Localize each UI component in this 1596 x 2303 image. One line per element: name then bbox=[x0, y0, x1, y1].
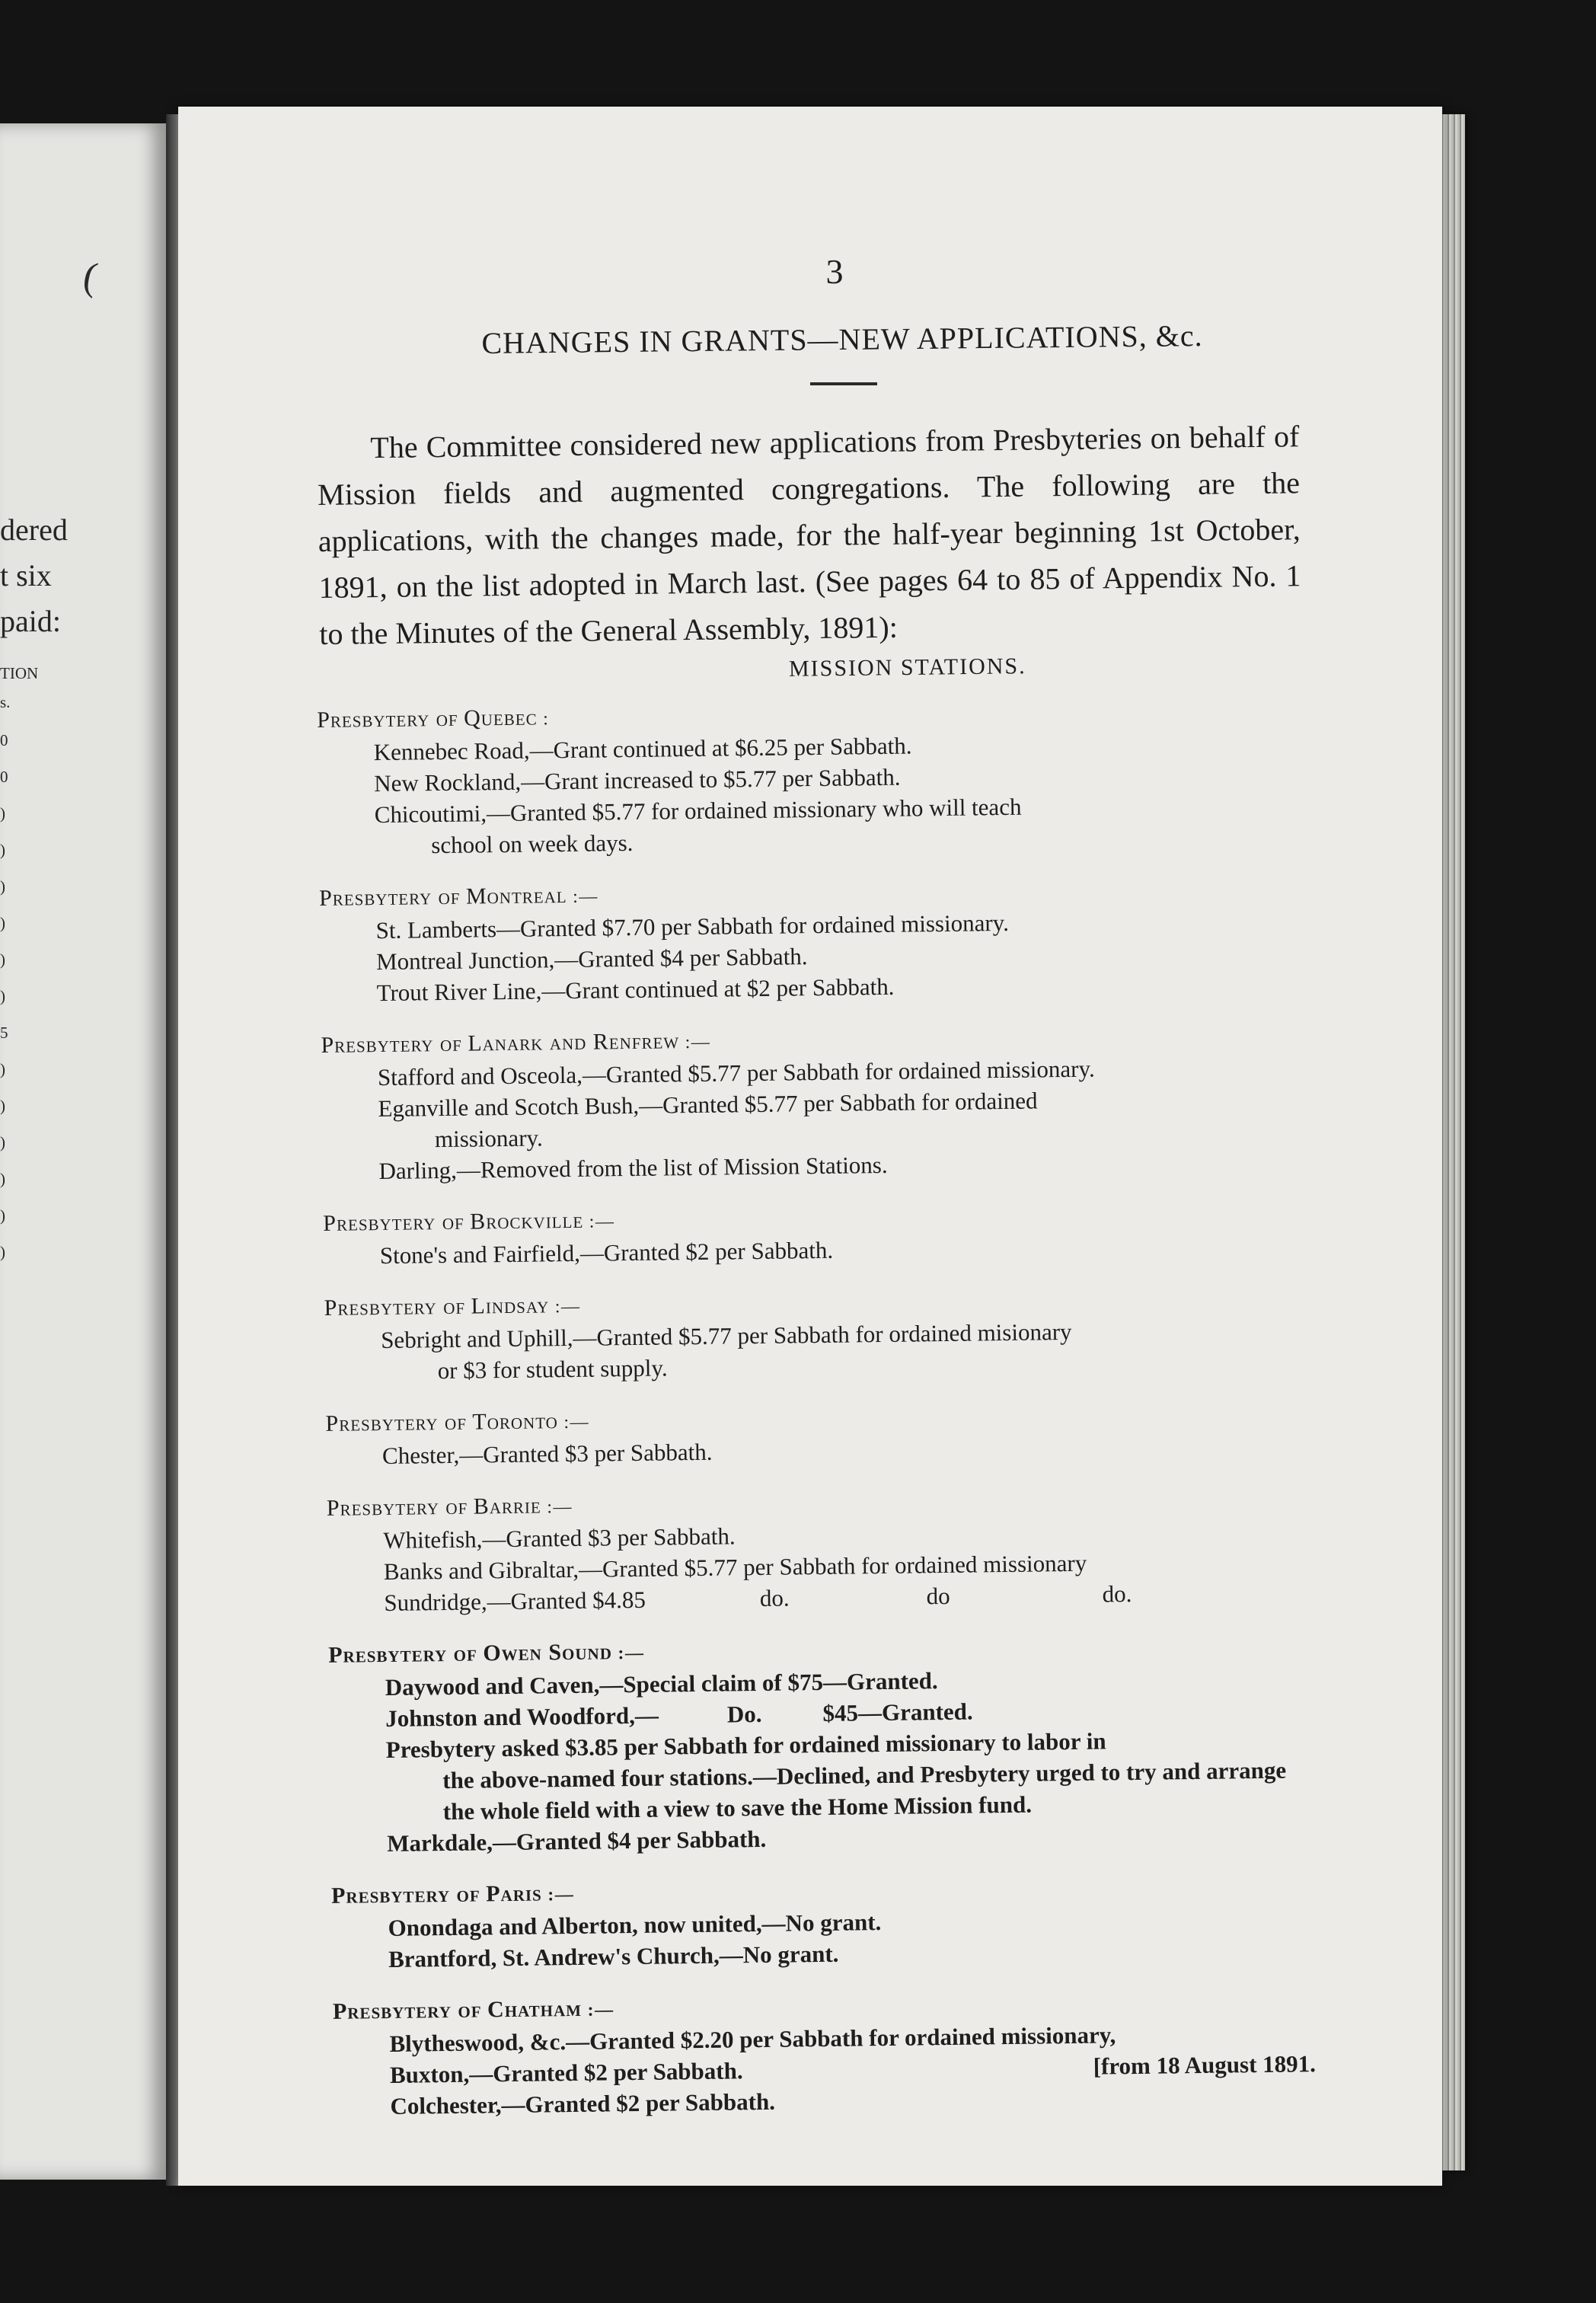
station-entry bbox=[324, 1313, 1307, 1388]
entry-text: Banks and Gibraltar,—Granted $5.77 per Sabbath for ordained missionary bbox=[383, 1549, 1087, 1586]
page-number: 3 bbox=[825, 252, 844, 291]
left-fragment: ) bbox=[0, 1243, 5, 1261]
intro-paragraph: The Committee considered new applications from Presbyteries on behalf of Mission fields and augmented congregations. The following are the applications, with the changes made, for the half-year beginning 1st October, 1891, on the list adopted in March last. (See pages 64 to 85 of Appendix No. 1 to the Minutes of the General Assembly, 1891): bbox=[317, 419, 1301, 651]
presbytery-name: Brockville bbox=[469, 1207, 584, 1235]
station-entry bbox=[330, 1723, 1313, 1829]
presbytery-block bbox=[317, 693, 1301, 862]
page-stack-edge bbox=[1439, 114, 1465, 2170]
presbytery-block bbox=[325, 1397, 1308, 1472]
presbytery-prefix: Presbytery of bbox=[321, 1030, 463, 1058]
presbytery-prefix: Presbytery of bbox=[330, 1881, 480, 1909]
entry-continuation: missionary. bbox=[434, 1124, 543, 1153]
presbytery-suffix: : bbox=[542, 709, 550, 730]
left-fragment: t six bbox=[0, 558, 52, 593]
presbytery-prefix: Presbytery of bbox=[328, 1640, 478, 1668]
left-fragment: paid: bbox=[0, 604, 61, 638]
left-fragment: ) bbox=[0, 1133, 5, 1152]
entry-text: Buxton,—Granted $2 per Sabbath. bbox=[389, 2057, 743, 2088]
station-entry bbox=[318, 787, 1301, 862]
entry-continuation: the above-named four stations.—Declined, and Presbytery urged to try and arrange the whole field with a view to save the Home Mission fund. bbox=[442, 1756, 1287, 1825]
presbytery-block bbox=[324, 1281, 1307, 1388]
presbytery-prefix: Presbytery of bbox=[332, 1997, 482, 2024]
left-fragment: ) bbox=[0, 914, 5, 932]
left-fragment: 0 bbox=[0, 731, 8, 749]
ditto-mark: do bbox=[926, 1582, 950, 1610]
presbytery-suffix: :— bbox=[563, 1412, 590, 1433]
presbytery-suffix: :— bbox=[587, 2000, 614, 2020]
left-fragment: TION bbox=[0, 664, 39, 682]
entry-text: Eganville and Scotch Bush,—Granted $5.77 per Sabbath for ordained bbox=[378, 1087, 1038, 1123]
entry-text: New Rockland,—Grant increased to $5.77 per Sabbath. bbox=[374, 763, 901, 797]
entry-text: Chester,—Granted $3 per Sabbath. bbox=[381, 1438, 713, 1470]
presbytery-suffix: :— bbox=[573, 886, 598, 907]
presbytery-prefix: Presbytery of bbox=[317, 705, 458, 733]
left-fragment: ) bbox=[0, 804, 5, 822]
presbytery-name: Quebec bbox=[463, 704, 538, 731]
right-page bbox=[178, 107, 1442, 2186]
presbytery-prefix: Presbytery of bbox=[323, 1209, 464, 1236]
entry-continuation: or $3 for student supply. bbox=[437, 1354, 668, 1385]
presbytery-name: Montreal bbox=[465, 883, 567, 909]
presbytery-block bbox=[321, 1018, 1304, 1187]
left-fragment: ) bbox=[0, 877, 5, 896]
entry-text: Daywood and Caven,—Special claim of $75—Granted. bbox=[385, 1667, 938, 1701]
left-fragment: ) bbox=[0, 1206, 5, 1225]
presbytery-suffix: :— bbox=[685, 1032, 711, 1053]
page-heading: CHANGES IN GRANTS—NEW APPLICATIONS, &c. bbox=[481, 318, 1203, 360]
entry-text: Onondaga and Alberton, now united,—No grant. bbox=[388, 1909, 882, 1941]
entry-text: Chicoutimi,—Granted $5.77 for ordained missionary who will teach bbox=[374, 793, 1022, 829]
presbytery-name: Lanark and Renfrew bbox=[468, 1028, 680, 1056]
presbytery-suffix: :— bbox=[547, 1496, 573, 1518]
presbytery-suffix: :— bbox=[618, 1643, 645, 1664]
presbytery-block bbox=[327, 1481, 1310, 1619]
entry-text: Kennebec Road,—Grant continued at $6.25 per Sabbath. bbox=[373, 732, 912, 766]
left-fragment: 0 bbox=[0, 768, 8, 786]
presbytery-block bbox=[323, 1196, 1306, 1272]
presbytery-name: Chatham bbox=[487, 1995, 583, 2023]
ditto-mark: do. bbox=[1102, 1580, 1132, 1608]
presbytery-prefix: Presbytery of bbox=[318, 883, 461, 911]
heading-rule bbox=[810, 382, 877, 385]
entry-text: Sebright and Uphill,—Granted $5.77 per Sabbath for ordained misionary bbox=[380, 1318, 1072, 1354]
entry-text: Stafford and Osceola,—Granted $5.77 per Sabbath for ordained missionary. bbox=[377, 1055, 1095, 1091]
presbytery-prefix: Presbytery of bbox=[326, 1493, 468, 1521]
entry-text: Brantford, St. Andrew's Church,—No grant. bbox=[388, 1940, 839, 1972]
left-fragment: s. bbox=[0, 693, 11, 711]
entry-text: Trout River Line,—Grant continued at $2 per Sabbath. bbox=[376, 973, 895, 1007]
entry-text: St. Lamberts—Granted $7.70 per Sabbath for ordained missionary. bbox=[375, 909, 1010, 944]
entry-text: Blytheswood, &c.—Granted $2.20 per Sabbath for ordained missionary, bbox=[389, 2021, 1116, 2057]
entry-text: Markdale,—Granted $4 per Sabbath. bbox=[387, 1825, 767, 1857]
presbytery-prefix: Presbytery of bbox=[324, 1293, 466, 1321]
presbytery-name: Owen Sound bbox=[483, 1639, 613, 1666]
presbytery-prefix: Presbytery of bbox=[325, 1409, 468, 1436]
presbytery-block bbox=[328, 1628, 1313, 1860]
presbytery-suffix: :— bbox=[547, 1884, 575, 1905]
presbytery-block bbox=[331, 1869, 1314, 1976]
presbytery-suffix: :— bbox=[554, 1296, 581, 1318]
left-fragment: ) bbox=[0, 1060, 5, 1078]
presbytery-name: Toronto bbox=[472, 1408, 559, 1435]
entry-text: Johnston and Woodford,— bbox=[385, 1701, 659, 1732]
entry-text: Sundridge,—Granted $4.85 bbox=[384, 1586, 646, 1617]
ditto-mark: Do. bbox=[726, 1700, 762, 1728]
entry-text: Presbytery asked $3.85 per Sabbath for ordained missionary to labor in bbox=[385, 1727, 1106, 1763]
entry-text: Whitefish,—Granted $3 per Sabbath. bbox=[383, 1522, 736, 1554]
ditto-mark: do. bbox=[759, 1584, 790, 1611]
presbytery-block bbox=[319, 871, 1303, 1009]
left-fragment: ) bbox=[0, 1097, 5, 1115]
presbytery-block bbox=[333, 1985, 1317, 2123]
mission-stations-list bbox=[317, 693, 1317, 2144]
margin-mark: ( bbox=[80, 254, 101, 300]
left-fragment: ) bbox=[0, 1170, 5, 1188]
left-fragment: ) bbox=[0, 950, 5, 969]
entry-text: Stone's and Fairfield,—Granted $2 per Sabbath. bbox=[379, 1236, 834, 1270]
section-title: MISSION STATIONS. bbox=[788, 653, 1026, 682]
left-fragment: ) bbox=[0, 841, 5, 859]
presbytery-name: Lindsay bbox=[471, 1292, 550, 1319]
left-page bbox=[0, 123, 166, 2180]
entry-text: Montreal Junction,—Granted $4 per Sabbath. bbox=[375, 943, 808, 976]
left-fragment: 5 bbox=[0, 1024, 8, 1042]
station-entry bbox=[321, 1081, 1304, 1156]
entry-text: Darling,—Removed from the list of Mission Stations. bbox=[378, 1151, 888, 1185]
left-fragment: ) bbox=[0, 987, 5, 1005]
entry-text: Colchester,—Granted $2 per Sabbath. bbox=[390, 2087, 776, 2119]
entry-note: [from 18 August 1891. bbox=[1093, 2050, 1317, 2080]
presbytery-name: Barrie bbox=[473, 1493, 541, 1519]
entry-continuation: school on week days. bbox=[431, 829, 634, 859]
ditto-mark: $45—Granted. bbox=[822, 1698, 973, 1726]
presbytery-suffix: :— bbox=[589, 1212, 615, 1232]
presbytery-name: Paris bbox=[486, 1880, 542, 1907]
left-fragment: dered bbox=[0, 513, 68, 547]
